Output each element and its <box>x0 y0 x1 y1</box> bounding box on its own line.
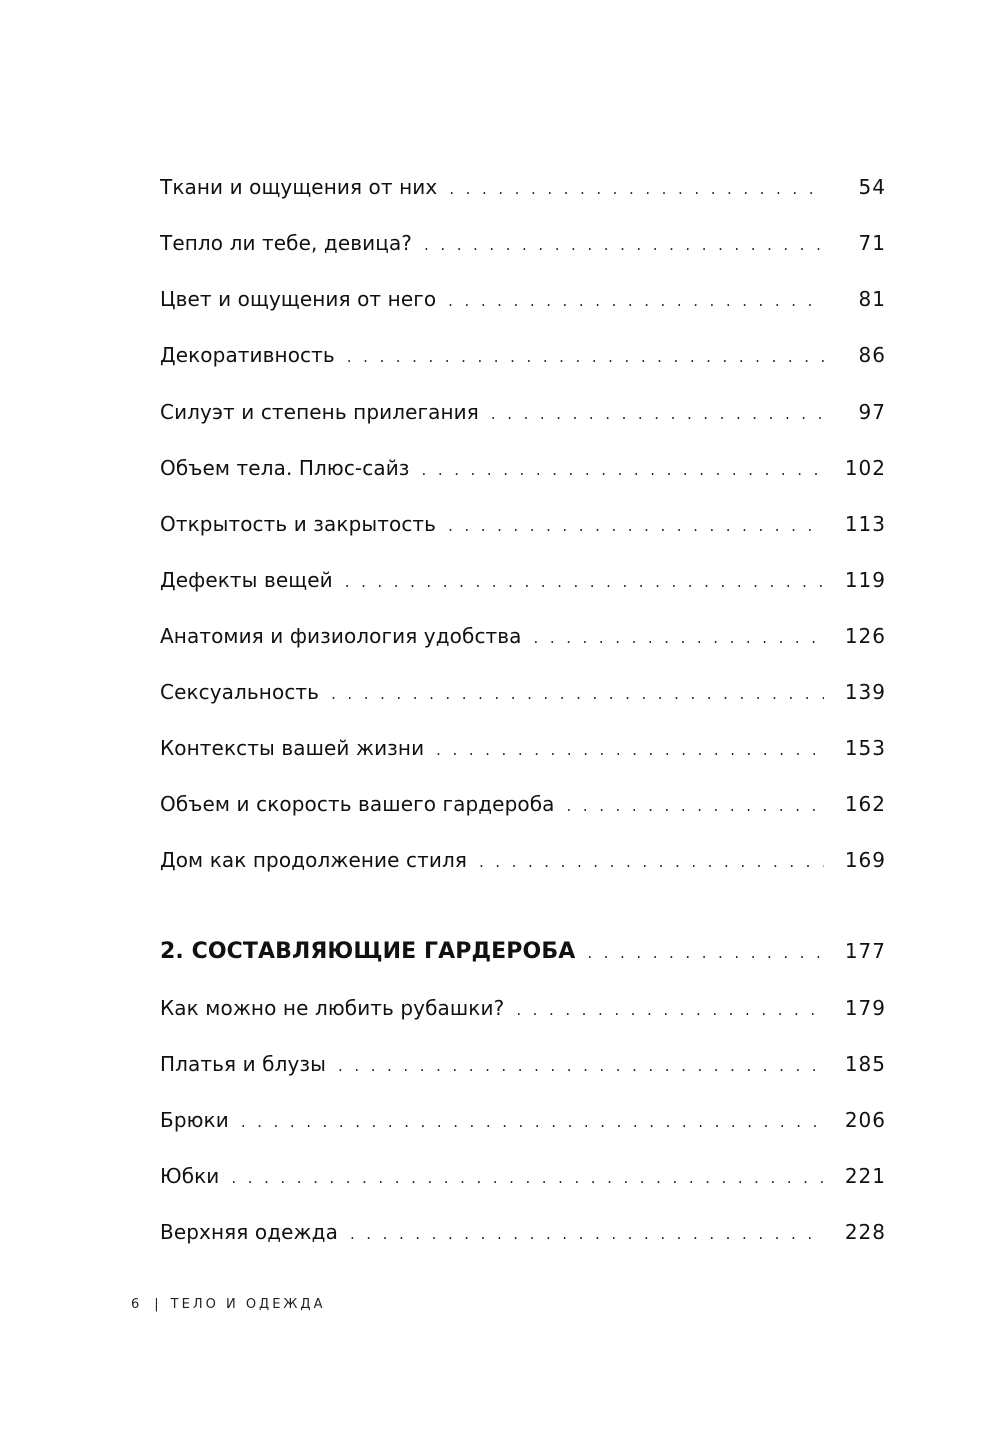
toc-entry-page: 113 <box>844 512 886 536</box>
toc-leader-dots <box>436 735 824 765</box>
toc-entry <box>160 1049 886 1079</box>
toc-entry-title: Дефекты вещей <box>160 568 333 592</box>
toc-entry-page: 179 <box>844 996 886 1020</box>
toc-entry <box>160 284 886 314</box>
toc-entry-title: Объем тела. Плюс-сайз <box>160 456 410 480</box>
toc-entry-title: Анатомия и физиология удобства <box>160 624 522 648</box>
toc-leader-dots <box>479 847 824 877</box>
toc-entry-page: 119 <box>844 568 886 592</box>
toc-entry-title: Верхняя одежда <box>160 1220 338 1244</box>
footer-book-title: ТЕЛО И ОДЕЖДА <box>170 1297 326 1312</box>
toc-entry-page: 162 <box>844 792 886 816</box>
toc-leader-dots <box>350 1219 824 1249</box>
toc-entry-title: Платья и блузы <box>160 1052 327 1076</box>
toc-entry-title: Как можно не любить рубашки? <box>160 996 505 1020</box>
toc-entry-title: Ткани и ощущения от них <box>160 175 438 199</box>
toc-entry <box>160 1161 886 1191</box>
toc-entry-page: 81 <box>858 287 886 311</box>
toc-entry-page: 86 <box>858 343 886 367</box>
toc-entry <box>160 677 886 707</box>
toc-entry <box>160 733 886 763</box>
toc-entry-title: Контексты вашей жизни <box>160 736 425 760</box>
toc-leader-dots <box>424 230 824 260</box>
toc-section-heading <box>160 936 886 966</box>
toc-entry-title: Тепло ли тебе, девица? <box>160 231 413 255</box>
toc-entry-page: 206 <box>844 1108 886 1132</box>
toc-entry <box>160 1105 886 1135</box>
toc-entry <box>160 565 886 595</box>
toc-leader-dots <box>587 938 824 968</box>
toc-entry-page: 153 <box>844 736 886 760</box>
toc-entry <box>160 340 886 370</box>
toc-entry-page: 169 <box>844 848 886 872</box>
toc-entry <box>160 509 886 539</box>
toc-entry <box>160 172 886 202</box>
toc-entry <box>160 845 886 875</box>
toc-entry-title: Дом как продолжение стиля <box>160 848 467 872</box>
toc-entry <box>160 789 886 819</box>
toc-leader-dots <box>422 455 824 485</box>
toc-entry-page: 126 <box>844 624 886 648</box>
toc-entry-page: 221 <box>844 1164 886 1188</box>
toc-leader-dots <box>331 679 824 709</box>
toc-entry-title: Брюки <box>160 1108 229 1132</box>
toc-entry-title: Сексуальность <box>160 680 320 704</box>
toc-leader-dots <box>347 342 824 372</box>
toc-entry-title: Декоративность <box>160 343 335 367</box>
toc-entry-page: 139 <box>844 680 886 704</box>
toc-entry <box>160 397 886 427</box>
toc-leader-dots <box>345 567 824 597</box>
toc-section-title: 2. СОСТАВЛЯЮЩИЕ ГАРДЕРОБА <box>160 939 576 964</box>
toc-leader-dots <box>449 174 824 204</box>
footer-separator: | <box>154 1297 159 1312</box>
toc-entry-page: 102 <box>844 456 886 480</box>
toc-entry <box>160 993 886 1023</box>
toc-leader-dots <box>241 1107 824 1137</box>
toc-section-page: 177 <box>844 939 886 963</box>
toc-entry-title: Юбки <box>160 1164 220 1188</box>
page-footer <box>131 1297 325 1312</box>
toc-leader-dots <box>491 399 824 429</box>
toc-entry <box>160 228 886 258</box>
toc-entry-title: Цвет и ощущения от него <box>160 287 437 311</box>
toc-leader-dots <box>231 1163 824 1193</box>
toc-leader-dots <box>448 286 824 316</box>
toc-entry <box>160 1217 886 1247</box>
toc-entry <box>160 453 886 483</box>
toc-entry-page: 54 <box>858 175 886 199</box>
toc-entry-page: 228 <box>844 1220 886 1244</box>
toc-entry-page: 71 <box>858 231 886 255</box>
toc-entry-title: Объем и скорость вашего гардероба <box>160 792 555 816</box>
toc-entry-page: 97 <box>858 400 886 424</box>
toc-entry <box>160 621 886 651</box>
toc-leader-dots <box>448 511 824 541</box>
toc-entry-page: 185 <box>844 1052 886 1076</box>
toc-leader-dots <box>567 791 824 821</box>
toc-leader-dots <box>338 1051 824 1081</box>
toc-leader-dots <box>516 995 824 1025</box>
toc-leader-dots <box>534 623 824 653</box>
footer-page-number: 6 <box>131 1297 143 1312</box>
toc-entry-title: Открытость и закрытость <box>160 512 437 536</box>
toc-entry-title: Силуэт и степень прилегания <box>160 400 479 424</box>
